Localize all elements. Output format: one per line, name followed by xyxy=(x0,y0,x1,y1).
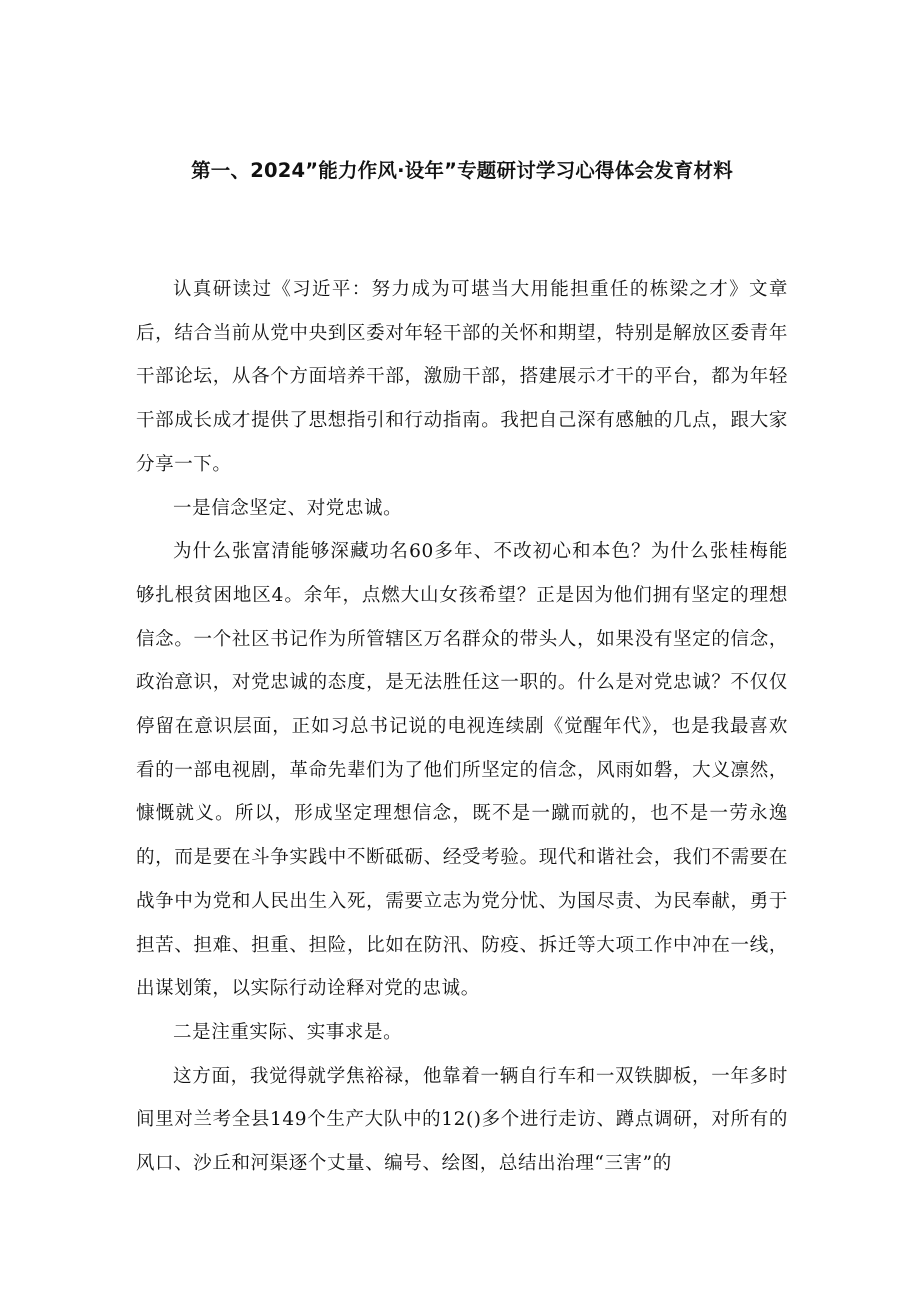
paragraph-point-2: 这方面，我觉得就学焦裕禄，他靠着一辆自行车和一双铁脚板，一年多时间里对兰考全县149个生产大队中的12()多个进行走访、蹲点调研，对所有的风口、沙丘和河渠逐个丈量、编号、绘图，总结出治理“三害”的 xyxy=(136,1065,788,1175)
document-title: 第一、2024”能力作风·设年”专题研讨学习心得体会发育材料 xyxy=(191,159,733,182)
paragraph-intro: 认真研读过《习近平：努力成为可堪当大用能担重任的栋梁之才》文章后，结合当前从党中央到区委对年轻干部的关怀和期望，特别是解放区委青年干部论坛，从各个方面培养干部，激励干部，搭建展示才干的平台，都为年轻干部成长成才提供了思想指引和行动指南。我把自己深有感触的几点，跟大家分享一下。 xyxy=(136,279,788,475)
document-body xyxy=(136,268,788,1186)
paragraph-heading-2: 二是注重实际、实事求是。 xyxy=(173,1021,403,1043)
paragraph-point-1: 为什么张富清能够深藏功名60多年、不改初心和本色？为什么张桂梅能够扎根贫困地区4。余年，点燃大山女孩希望？正是因为他们拥有坚定的理想信念。一个社区书记作为所管辖区万名群众的带头人，如果没有坚定的信念，政治意识，对党忠诚的态度，是无法胜任这一职的。什么是对党忠诚？不仅仅停留在意识层面，正如习总书记说的电视连续剧《觉醒年代》，也是我最喜欢看的一部电视剧，革命先辈们为了他们所坚定的信念，风雨如磐，大义凛然，慷慨就义。所以，形成坚定理想信念，既不是一蹴而就的，也不是一劳永逸的，而是要在斗争实践中不断砥砺、经受考验。现代和谐社会，我们不需要在战争中为党和人民出生入死，需要立志为党分忧、为国尽责、为民奉献，勇于担苦、担难、担重、担险，比如在防汛、防疫、拆迁等大项工作中冲在一线，出谋划策，以实际行动诠释对党的忠诚。 xyxy=(136,541,788,1000)
paragraph-heading-1: 一是信念坚定、对党忠诚。 xyxy=(173,497,403,519)
